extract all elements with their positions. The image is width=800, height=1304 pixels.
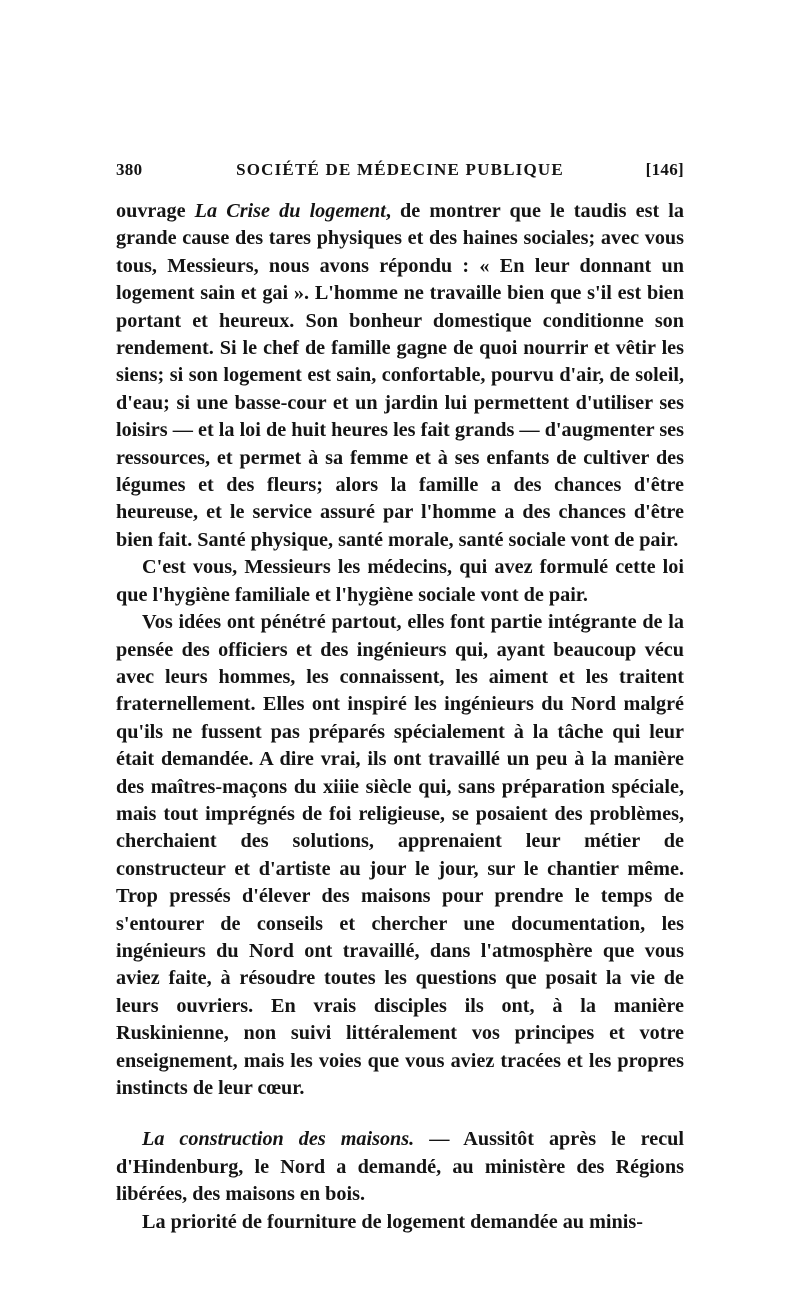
- paragraph-4: [116, 1126, 684, 1208]
- paragraph-1: [116, 198, 684, 554]
- paragraph-1-lead: ouvrage: [116, 200, 195, 222]
- running-title: SOCIÉTÉ DE MÉDECINE PUBLIQUE: [236, 160, 564, 179]
- paragraph-3: Vos idées ont pénétré partout, elles font partie intégrante de la pensée des officiers et des ingénieurs qui, ayant beaucoup vécu avec leurs hommes, les connaissent, les aiment et les traitent fraternellement. Elles ont inspiré les ingénieurs du Nord malgré qu'ils ne fussent pas préparés spécialement à la tâche qui leur était demandée. A dire vrai, ils ont travaillé un peu à la manière des maîtres-maçons du xiiie siècle qui, sans préparation spéciale, mais tout imprégnés de foi religieuse, se posaient des problèmes, cherchaient des solutions, apprenaient leur métier de constructeur et d'artiste au jour le jour, sur le chantier même. Trop pressés d'élever des maisons pour prendre le temps de s'entourer de conseils et chercher une documentation, les ingénieurs du Nord ont travaillé, dans l'atmosphère que vous aviez faite, à résoudre toutes les questions que posait la vie de leurs ouvriers. En vrais disciples ils ont, à la manière Ruskinienne, non suivi littéralement vos principes et votre enseignement, mais les voies que vous aviez tracées et les propres instincts de leur cœur.: [116, 611, 684, 1099]
- paragraph-5: La priorité de fourniture de logement demandée au minis-: [142, 1210, 643, 1233]
- paragraph-2: C'est vous, Messieurs les médecins, qui avez formulé cette loi que l'hygiène familiale et l'hygiène sociale vont de pair.: [116, 556, 684, 606]
- bracketed-page-marker: [146]: [645, 160, 684, 179]
- book-title-italic: La Crise du logement: [194, 200, 386, 222]
- running-head: [116, 158, 684, 184]
- paragraph-1-text: , de montrer que le taudis est la grande cause des tares physiques et des haines sociales; avec vous tous, Messieurs, nous avons répondu : « En leur donnant un logement sain et gai ». L'homme ne travaille bien que s'il est bien portant et heureux. Son bonheur domestique conditionne son rendement. Si le chef de famille gagne de quoi nourrir et vêtir les siens; si son logement est sain, confortable, pourvu d'air, de soleil, d'eau; si une basse-cour et un jardin lui permettent d'utiliser ses loisirs — et la loi de huit heures les fait grands — d'augmenter ses ressources, et permet à sa femme et à ses enfants de cultiver des légumes et des fleurs; alors la famille a des chances d'être heureuse, et le service assuré par l'homme a des chances d'être bien fait. Santé physique, santé morale, santé sociale vont de pair.: [116, 200, 685, 551]
- page-number: 380: [116, 160, 143, 179]
- body-text: [116, 198, 684, 1236]
- paragraph-4-text: — Aussitôt après le recul d'Hindenburg, le Nord a demandé, au ministère des Régions libérées, des maisons en bois.: [116, 1128, 684, 1206]
- book-page: [116, 158, 684, 1236]
- section-heading-italic: La construction des maisons.: [142, 1128, 415, 1151]
